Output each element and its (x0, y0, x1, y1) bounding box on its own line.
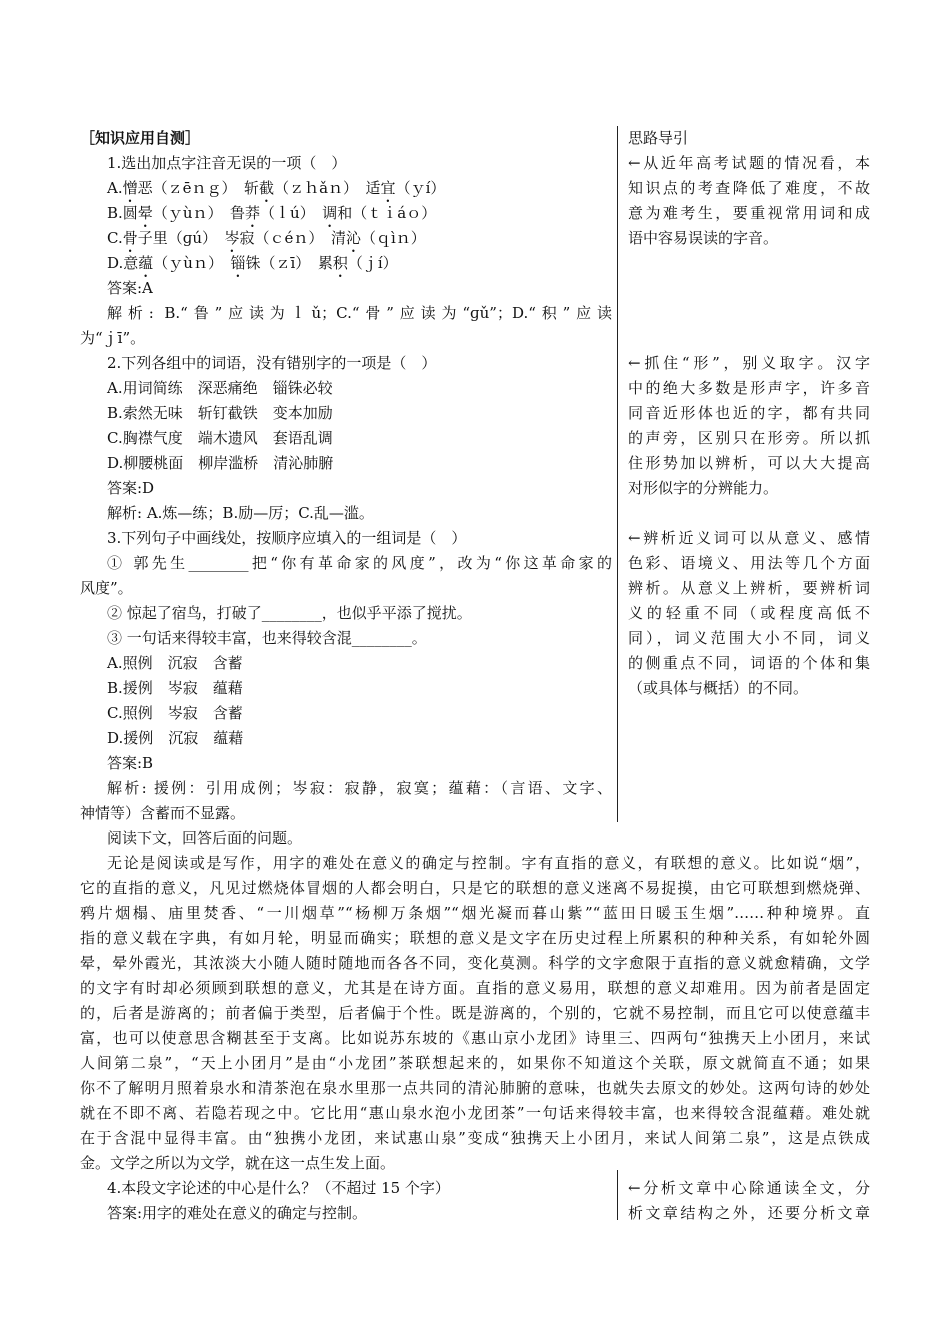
guide4-line: 析文章结构之外，还要分析文章 (628, 1204, 870, 1222)
guide1-line: 意为难考生，要重视常用词和成 (628, 204, 870, 222)
passage-line: 的文字有时却必须顾到联想的意义，尤其是在诗方面。直指的意义易用，联想的意义却难用。因为前者是固定 (80, 979, 870, 997)
guide2-line: 中的绝大多数是形声字，许多音 (628, 379, 870, 397)
q3-sentence1-line1: ① 郭先生________把“你有革命家的风度”，改为“你这革命家的 (107, 554, 612, 572)
q3-stem: 3.下列句子中画线处，按顺序应填入的一组词是（ ） (107, 529, 467, 547)
column-divider-top (617, 126, 618, 822)
q3-sentence3: ③ 一句话来得较丰富，也来得较含混________。 (107, 629, 427, 647)
passage-line: 就在不即不离、若隐若现之中。它比用“惠山泉水泡小龙团茶”一句话来得较丰富，也来得较含混蕴藉。难处就 (80, 1104, 870, 1122)
guide2-line: 的声旁，区别只在形旁。所以抓 (628, 429, 870, 447)
q2-stem: 2.下列各组中的词语，没有错别字的一项是（ ） (107, 354, 437, 372)
q3-option-c: C.照例 岑寂 含蓄 (107, 704, 243, 722)
passage-line: 无论是阅读或是写作，用字的难处在意义的确定与控制。字有直指的意义，有联想的意义。比如说“烟”， (107, 854, 870, 872)
column-divider-bottom (617, 1170, 618, 1220)
guide4-line: ←分析文章中心除通读全文，分 (628, 1179, 870, 1197)
passage-line-last: 金。文学之所以为文学，就在这一点生发上面。 (80, 1154, 396, 1172)
guide1-line: ←从近年高考试题的情况看，本 (628, 154, 870, 172)
guide1-line-last: 语中容易误读的字音。 (628, 229, 779, 247)
q1-stem: 1.选出加点字注音无误的一项（ ） (107, 154, 347, 172)
passage-line: 指的意义载在字典，有如月轮，明显而确实；联想的意义是文字在历史过程上所累积的种种关系，有如轮外圆 (80, 929, 870, 947)
q3-sentence1-line2: 风度”。 (80, 579, 133, 597)
q2-option-d: D.柳腰桃面 柳岸滥桥 清沁肺腑 (107, 454, 334, 472)
guide2-line: 住形势加以辨析，可以大大提高 (628, 454, 870, 472)
guide2-line-last: 对形似字的分辨能力。 (628, 479, 779, 497)
q1-answer: 答案:A (107, 279, 153, 297)
q2-option-a: A.用词简练 深恶痛绝 锱铢必较 (107, 379, 333, 397)
q1-option-d: D.意蕴（ｙùｎ） 锱铢（ｚī） 累积（ｊí） (107, 254, 398, 272)
guide3-line: 义的轻重不同（或程度高低不 (628, 604, 870, 622)
guide3-line: 辨析。从意义上辨析，要辨析词 (628, 579, 870, 597)
q2-answer: 答案:D (107, 479, 155, 497)
guide3-line: ←辨析近义词可以从意义、感情 (628, 529, 870, 547)
passage-line: 富，也可以使意思含糊甚至于支离。比如说苏东坡的《惠山京小龙团》诗里三、四两句“独携天上小团月，来试 (80, 1029, 870, 1047)
q3-option-b: B.援例 岑寂 蕴藉 (107, 679, 243, 697)
q3-analysis-line2: 神情等）含蓄而不显露。 (80, 804, 246, 822)
q3-option-d: D.援例 沉寂 蕴藉 (107, 729, 244, 747)
q3-analysis-line1: 解析: 援例：引用成例；岑寂：寂静，寂寞；蕴藉：（言语、文字、 (107, 779, 612, 797)
guide2-line: ←抓住“形”，别义取字。汉字 (628, 354, 870, 372)
guide3-line: 同），词义范围大小不同，词义 (628, 629, 870, 647)
q2-option-c: C.胸襟气度 端木遗风 套语乱调 (107, 429, 333, 447)
guide1-line: 知识点的考查降低了难度，不故 (628, 179, 870, 197)
passage-line: 的，后者是游离的；前者偏于类型，后者偏于个性。既是游离的，个别的，它就不易控制，而且它可以使意蕴丰 (80, 1004, 870, 1022)
passage-line: 晕，晕外霞光，其浓淡大小随人随时随地而各各不同，变化莫测。科学的文字愈限于直指的意义就愈精确，文学 (80, 954, 870, 972)
q2-analysis: 解析: A.炼—练；B.励—厉；C.乱—滥。 (107, 504, 374, 522)
q3-sentence2: ② 惊起了宿鸟，打破了________，也似乎平添了搅扰。 (107, 604, 472, 622)
q2-option-b: B.索然无味 斩钉截铁 变本加励 (107, 404, 333, 422)
passage-line: 人间第二泉”，“天上小团月”是由“小龙团”茶联想起来的，如果你不知道这个关联，原文就简直不通；如果 (80, 1054, 870, 1072)
q4-stem: 4.本段文字论述的中心是什么？（不超过 15 个字） (107, 1179, 450, 1197)
passage-line: 在于含混中显得丰富。由“独携小龙团，来试惠山泉”变成“独携天上小团月，来试人间第二泉”，这是点铁成 (80, 1129, 870, 1147)
section-title: ［知识应用自测］ (80, 129, 201, 147)
passage-intro: 阅读下文，回答后面的问题。 (107, 829, 303, 847)
q1-analysis-line1: 解析: B.“鲁”应读为ｌǔ；C.“骨”应读为“ɡǔ”；D.“积”应读 (107, 304, 612, 322)
guide-title: 思路导引 (628, 129, 689, 147)
guide3-line: 的侧重点不同，词语的个体和集 (628, 654, 870, 672)
passage-line: 鸦片烟榻、庙里焚香、“一川烟草”“杨柳万条烟”“烟光凝而暮山紫”“蓝田日暖玉生烟”……种种境界。直 (80, 904, 870, 922)
guide3-line-last: （或具体与概括）的不同。 (628, 679, 809, 697)
q4-answer: 答案:用字的难处在意义的确定与控制。 (107, 1204, 368, 1222)
passage-line: 你不了解明月照着泉水和清茶泡在泉水里那一点共同的清沁肺腑的意味，也就失去原文的妙处。这两句诗的妙处 (80, 1079, 870, 1097)
q1-analysis-line2: 为“ｊī”。 (80, 329, 146, 347)
guide2-line: 同音近形体也近的字，都有共同 (628, 404, 870, 422)
passage-line: 它的直指的意义，凡见过燃烧体冒烟的人都会明白，只是它的联想的意义迷离不易捉摸，由它可联想到燃烧弹、 (80, 879, 870, 897)
guide3-line: 色彩、语境义、用法等几个方面 (628, 554, 870, 572)
q1-option-b: B.圆晕（ｙùｎ） 鲁莽（ｌú） 调和（ｔｉáｏ） (107, 204, 437, 222)
q3-answer: 答案:B (107, 754, 154, 772)
q1-option-c: C.骨子里（ɡú） 岑寂（ｃéｎ） 清沁（ｑìｎ） (107, 229, 426, 247)
q3-option-a: A.照例 沉寂 含蓄 (107, 654, 243, 672)
q1-option-a: A.憎恶（ｚēｎｇ） 斩截（ｚｈǎｎ） 适宜（ｙí） (107, 179, 446, 197)
